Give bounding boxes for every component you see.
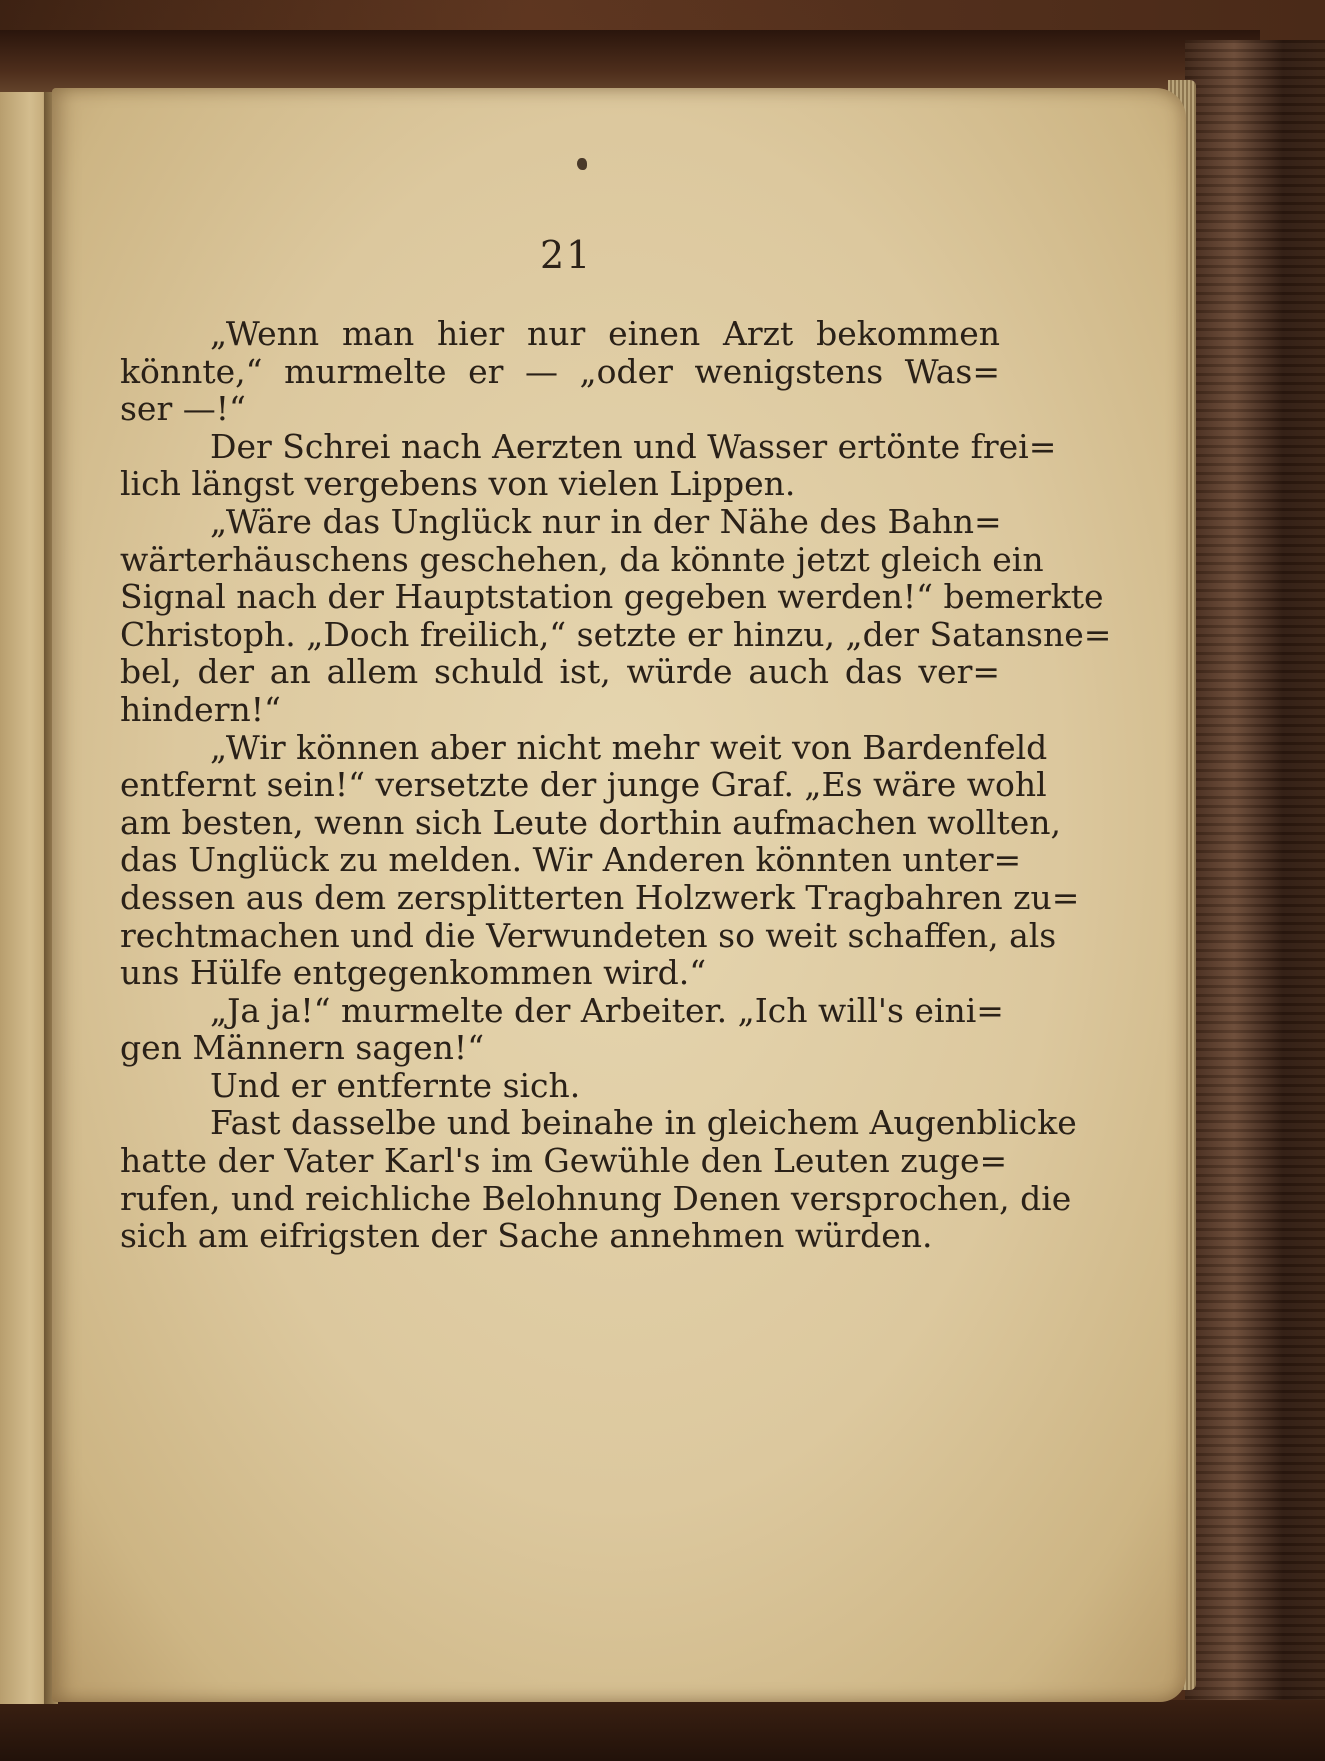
text-line: uns Hülfe entgegenkommen wird.“ [120,953,707,993]
text-line: sich am eifrigsten der Sache annehmen würden. [120,1216,933,1256]
text-line: „Ja ja!“ murmelte der Arbeiter. „Ich will's eini= [210,990,1004,1030]
text-line: Christoph. „Doch freilich,“ setzte er hinzu, „der Satansne= [120,614,1112,654]
text-line: ser —!“ [120,389,246,429]
text-line: bel, der an allem schuld ist, würde auch das ver= [120,652,1000,692]
left-page-sliver [0,92,50,1704]
text-line: am besten, wenn sich Leute dorthin aufmachen wollten, [120,802,1061,842]
text-line: „Wäre das Unglück nur in der Nähe des Bahn= [210,501,1002,541]
body-text [120,314,1112,1256]
text-line: rechtmachen und die Verwundeten so weit schaffen, als [120,915,1057,955]
book-cover-right-edge [1185,40,1325,1761]
page-number: 21 [540,233,593,277]
text-line: gen Männern sagen!“ [120,1028,485,1068]
text-line: hatte der Vater Karl's im Gewühle den Leuten zuge= [120,1141,1008,1181]
text-line: hindern!“ [120,689,281,729]
text-line: „Wenn man hier nur einen Arzt bekommen [210,314,1000,353]
text-line: rufen, und reichliche Belohnung Denen versprochen, die [120,1178,1072,1218]
book-cover-bottom-edge [0,1700,1325,1761]
text-line: lich längst vergebens von vielen Lippen. [120,464,796,504]
text-line: entfernt sein!“ versetzte der junge Graf. „Es wäre wohl [120,765,1047,805]
text-line: Und er entfernte sich. [210,1065,581,1105]
text-line: Der Schrei nach Aerzten und Wasser ertönte frei= [210,426,1057,466]
text-line: Signal nach der Hauptstation gegeben werden!“ bemerkte [120,577,1104,617]
text-line: das Unglück zu melden. Wir Anderen könnten unter= [120,840,1022,880]
ink-blot [577,158,587,170]
text-line: „Wir können aber nicht mehr weit von Bardenfeld [210,727,1048,767]
text-line: wärterhäuschens geschehen, da könnte jetzt gleich ein [120,539,1044,579]
text-line: Fast dasselbe und beinahe in gleichem Augenblicke [210,1103,1077,1143]
text-line: könnte,“ murmelte er — „oder wenigstens Was= [120,351,1000,391]
text-line: dessen aus dem zersplitterten Holzwerk Tragbahren zu= [120,877,1080,917]
